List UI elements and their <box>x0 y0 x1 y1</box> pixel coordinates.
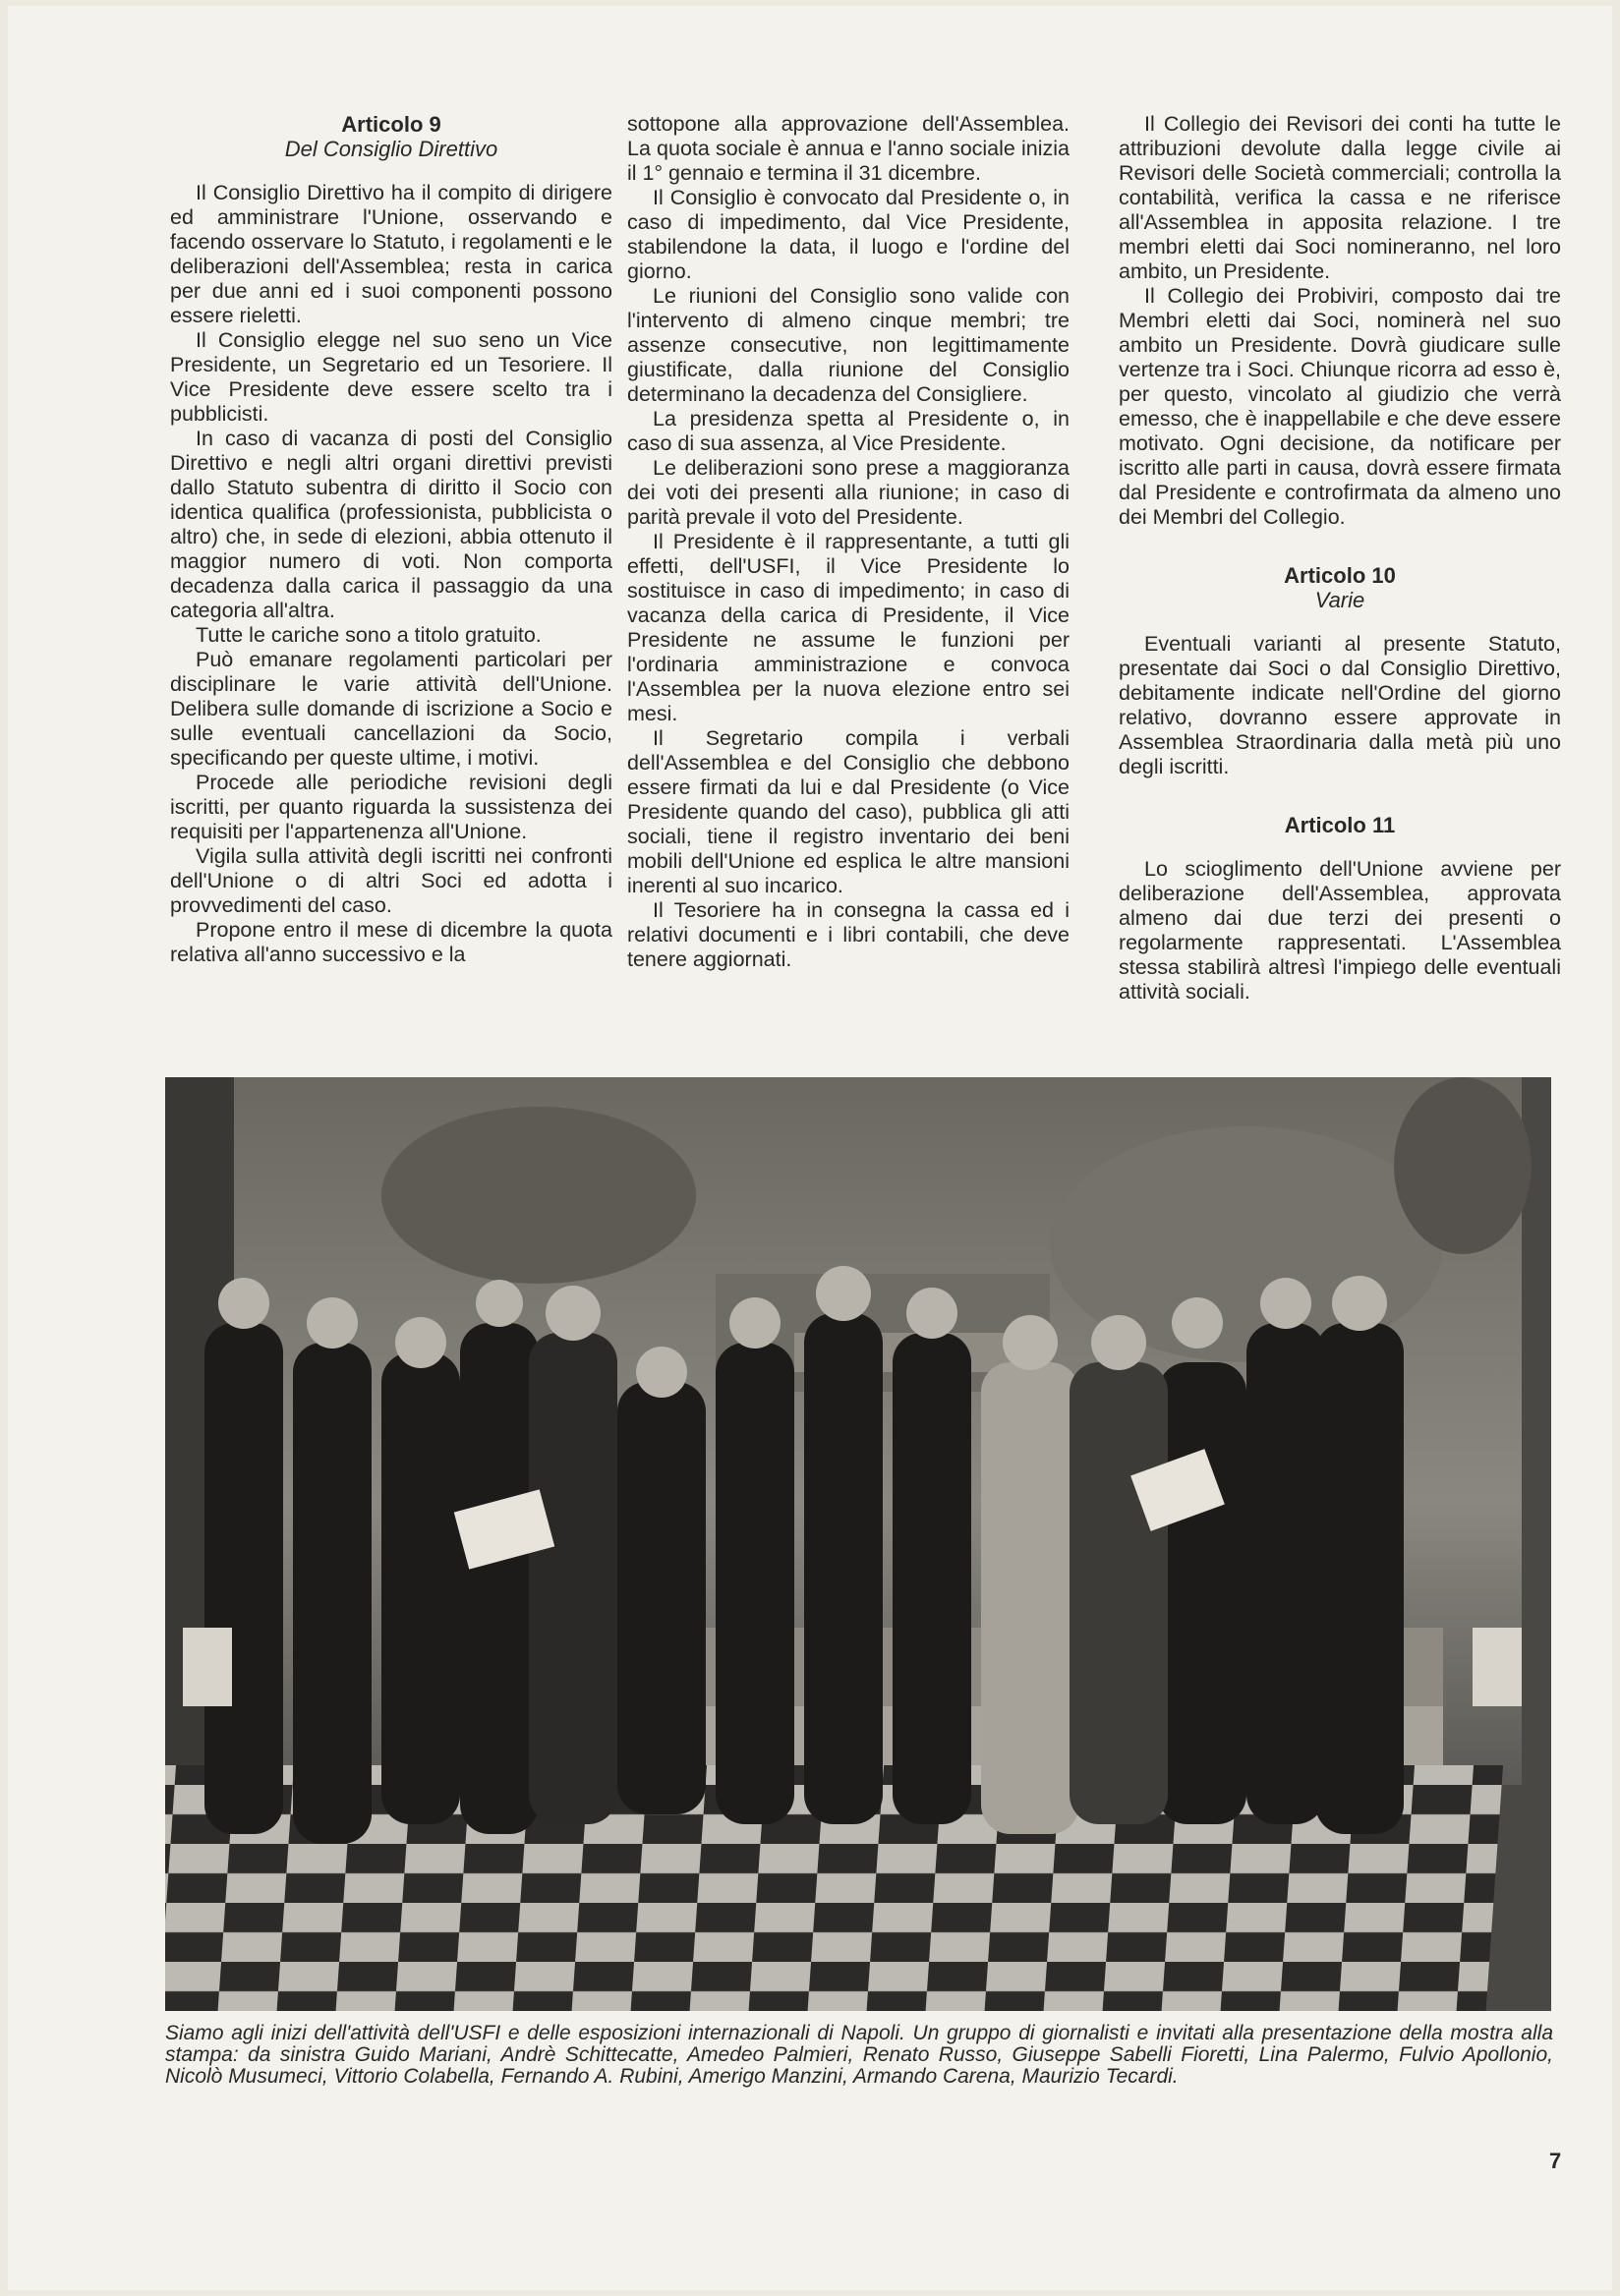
paragraph: Il Consiglio elegge nel suo seno un Vice Presidente, un Segretario ed un Tesoriere. Il Vice Presidente deve essere scelto tra i pubblicisti. <box>170 328 612 426</box>
text-columns <box>170 112 1561 1067</box>
column-2 <box>627 112 1070 972</box>
paragraph: Propone entro il mese di dicembre la quota relativa all'anno successivo e la <box>170 918 612 966</box>
paragraph: Il Tesoriere ha in consegna la cassa ed i relativi documenti e i libri contabili, che deve tenere aggiornati. <box>627 898 1070 971</box>
paragraph: Le deliberazioni sono prese a maggioranza dei voti dei presenti alla riunione; in caso di parità prevale il voto del Presidente. <box>627 456 1070 529</box>
photo-illustration <box>165 1077 1551 2011</box>
article-9-subtitle: Del Consiglio Direttivo <box>284 137 498 161</box>
paragraph: Tutte le cariche sono a titolo gratuito. <box>196 623 542 647</box>
paragraph: Il Presidente è il rappresentante, a tutti gli effetti, dell'USFI, il Vice Presidente lo sostituisce in caso di impedimento; in caso di vacanza della carica di Presidente, il Vice Presidente ne assume le funzioni per l'ordinaria amministrazione e convoca l'Assemblea per la nuova elezione entro sei mesi. <box>627 530 1070 725</box>
article-9-title: Articolo 9 <box>341 112 441 137</box>
paragraph: Il Collegio dei Probiviri, composto dai tre Membri eletti dai Soci, nominerà nel suo ambito un Presidente. Dovrà giudicare sulle vertenze tra i Soci. Chiunque ricorra ad esso è, per questo, vincolato al giudizio che verrà emesso, che è inappellabile e che deve essere motivato. Ogni decisione, da notificare per iscritto alle parti in causa, dovrà essere firmata dal Presidente e controfirmata da almeno uno dei Membri del Collegio. <box>1119 284 1561 529</box>
paragraph: La presidenza spetta al Presidente o, in caso di sua assenza, al Vice Presidente. <box>627 407 1070 455</box>
column-3 <box>1119 112 1561 1004</box>
page-number: 7 <box>1549 2149 1562 2173</box>
paragraph: Il Consiglio è convocato dal Presidente o, in caso di impedimento, dal Vice Presidente, stabilendone la data, il luogo e l'ordine del giorno. <box>627 186 1070 283</box>
paragraph: Procede alle periodiche revisioni degli iscritti, per quanto riguarda la sussistenza dei requisiti per l'appartenenza all'Unione. <box>170 771 612 843</box>
article-10-subtitle: Varie <box>1314 588 1365 612</box>
paragraph: In caso di vacanza di posti del Consiglio Direttivo e negli altri organi direttivi previsti dallo Statuto subentra di diritto il Socio con identica qualifica (professionista, pubblicista o altro) che, in sede di elezioni, abbia ottenuto il maggior numero di voti. Non comporta decadenza dalla carica il passaggio da una categoria all'altra. <box>170 427 612 622</box>
paragraph: Eventuali varianti al presente Statuto, presentate dai Soci o dal Consiglio Direttivo, debitamente indicate nell'Ordine del giorno relativo, dovranno essere approvate in Assemblea Straordinaria dalla metà più uno degli iscritti. <box>1119 632 1561 778</box>
paragraph: Il Collegio dei Revisori dei conti ha tutte le attribuzioni devolute dalla legge civile ai Revisori delle Società commerciali; controlla la contabilità, verifica la cassa e ne riferisce all'Assemblea in apposita relazione. I tre membri eletti dai Soci nomineranno, nel loro ambito, un Presidente. <box>1119 112 1561 283</box>
paragraph: Può emanare regolamenti particolari per disciplinare le varie attività dell'Unione. Delibera sulle domande di iscrizione a Socio e sulle eventuali cancellazioni da Socio, specificando per queste ultime, i motivi. <box>170 648 612 770</box>
group-photograph <box>165 1077 1551 2011</box>
paragraph: sottopone alla approvazione dell'Assemblea. La quota sociale è annua e l'anno sociale inizia il 1° gennaio e termina il 31 dicembre. <box>627 112 1070 185</box>
paragraph: Le riunioni del Consiglio sono valide con l'intervento di almeno cinque membri; tre assenze consecutive, non legittimamente giustificate, dalla riunione del Consiglio determinano la decadenza del Consigliere. <box>627 284 1070 406</box>
paragraph: Lo scioglimento dell'Unione avviene per deliberazione dell'Assemblea, approvata almeno dai due terzi dei presenti o regolarmente rappresentati. L'Assemblea stessa stabilirà altresì l'impiego delle eventuali attività sociali. <box>1119 857 1561 1004</box>
magazine-page <box>8 6 1612 2290</box>
paragraph: Vigila sulla attività degli iscritti nei confronti dell'Unione o di altri Soci ed adotta i provvedimenti del caso. <box>170 844 612 917</box>
paragraph: Il Consiglio Direttivo ha il compito di dirigere ed amministrare l'Unione, osservando e facendo osservare lo Statuto, i regolamenti e le deliberazioni dell'Assemblea; resta in carica per due anni ed i suoi componenti possono essere rieletti. <box>170 181 612 327</box>
column-1 <box>170 112 612 967</box>
photo-caption: Siamo agli inizi dell'attività dell'USFI e delle esposizioni internazionali di Napoli. Un gruppo di giornalisti e invitati alla presentazione della mostra alla stampa: da sinistra Guido Mariani, Andrè Schittecatte, Amedeo Palmieri, Renato Russo, Giuseppe Sabelli Fioretti, Lina Palermo, Fulvio Apollonio, Nicolò Musumeci, Vittorio Colabella, Fernando A. Rubini, Amerigo Manzini, Armando Carena, Maurizio Tecardi. <box>165 2022 1553 2088</box>
article-11-title: Articolo 11 <box>1284 813 1396 837</box>
paragraph: Il Segretario compila i verbali dell'Assemblea e del Consiglio che debbono essere firmati da lui e dal Presidente (o Vice Presidente quando del caso), pubblica gli atti sociali, tiene il registro inventario dei beni mobili dell'Unione ed esplica le altre mansioni inerenti al suo incarico. <box>627 726 1070 897</box>
article-10-title: Articolo 10 <box>1284 563 1396 588</box>
